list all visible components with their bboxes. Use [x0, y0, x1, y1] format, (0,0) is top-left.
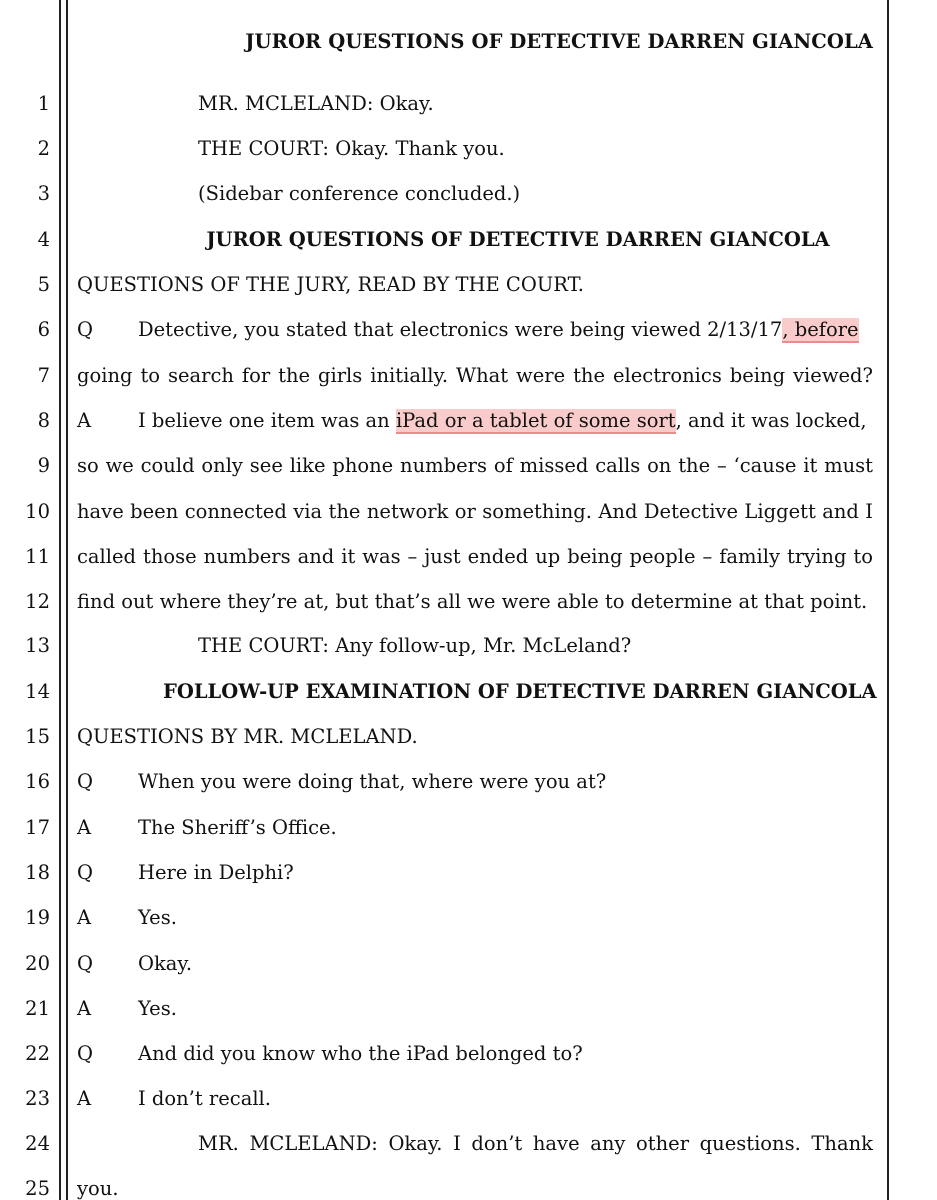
qa-label: A [77, 906, 92, 929]
line-body: Yes. [138, 997, 177, 1020]
line-text: going to search for the girls initially. What were the electronics being viewed? [77, 364, 873, 387]
line-text: so we could only see like phone numbers of missed calls on the – ‘cause it must [77, 454, 873, 477]
line-text: QUESTIONS BY MR. MCLELAND. [77, 725, 418, 748]
line-number: 21 [25, 997, 50, 1020]
line-body: And did you know who the iPad belonged to? [138, 1042, 583, 1065]
qa-label: Q [77, 952, 93, 975]
line-number: 9 [37, 454, 50, 477]
line-text [77, 318, 873, 341]
line-text: QUESTIONS OF THE JURY, READ BY THE COURT. [77, 273, 584, 296]
line-number: 3 [37, 182, 50, 205]
line-number: 13 [25, 634, 50, 657]
qa-label: Q [77, 318, 93, 341]
line-body-post: , and it was locked, [675, 409, 867, 432]
line-number: 17 [25, 816, 50, 839]
transcript-line [0, 906, 937, 951]
line-text [77, 1087, 873, 1110]
transcript-line [0, 273, 937, 318]
line-text [77, 816, 873, 839]
line-number: 20 [25, 952, 50, 975]
transcript-line [0, 997, 937, 1042]
line-number: 16 [25, 770, 50, 793]
line-body: Yes. [138, 906, 177, 929]
line-text: MR. MCLELAND: Okay. [198, 92, 434, 115]
line-text: find out where they’re at, but that’s all we were able to determine at that point. [77, 590, 868, 613]
line-body-pre: I believe one item was an [138, 409, 396, 432]
transcript-line [0, 680, 937, 725]
line-number: 10 [25, 500, 50, 523]
transcript-line [0, 228, 937, 273]
line-text [77, 861, 873, 884]
line-number: 19 [25, 906, 50, 929]
transcript-line [0, 318, 937, 363]
transcript-line [0, 816, 937, 861]
transcript-line [0, 634, 937, 679]
line-number: 12 [25, 590, 50, 613]
line-number: 23 [25, 1087, 50, 1110]
qa-label: Q [77, 1042, 93, 1065]
transcript-line [0, 952, 937, 997]
line-text: THE COURT: Any follow-up, Mr. McLeland? [198, 634, 632, 657]
transcript-line [0, 364, 937, 409]
transcript-line [0, 861, 937, 906]
qa-label: Q [77, 770, 93, 793]
line-number: 8 [37, 409, 50, 432]
line-number: 6 [37, 318, 50, 341]
line-text [77, 952, 873, 975]
line-body: Okay. [138, 952, 193, 975]
line-number: 18 [25, 861, 50, 884]
line-text: THE COURT: Okay. Thank you. [198, 137, 505, 160]
line-text [77, 997, 873, 1020]
line-text [77, 409, 873, 432]
line-body: Detective, you stated that electronics were being viewed 2/13/17 [138, 318, 783, 341]
qa-label: A [77, 409, 92, 432]
page-header: JUROR QUESTIONS OF DETECTIVE DARREN GIANCOLA [245, 30, 873, 53]
line-number: 14 [25, 680, 50, 703]
transcript-line [0, 770, 937, 815]
transcript-line [0, 1177, 937, 1200]
highlight: iPad or a tablet of some sort [395, 409, 676, 432]
highlight: , before [782, 318, 859, 341]
line-text: called those numbers and it was – just ended up being people – family trying to [77, 545, 873, 568]
transcript-line [0, 182, 937, 227]
transcript-line [0, 500, 937, 545]
line-number: 24 [25, 1132, 50, 1155]
transcript-line [0, 545, 937, 590]
line-body: Here in Delphi? [138, 861, 294, 884]
line-text [77, 1042, 873, 1065]
transcript-line [0, 1042, 937, 1087]
transcript-line [0, 454, 937, 499]
qa-label: A [77, 1087, 92, 1110]
line-number: 2 [37, 137, 50, 160]
line-text: have been connected via the network or something. And Detective Liggett and I [77, 500, 873, 523]
transcript-line [0, 1087, 937, 1132]
section-heading: FOLLOW-UP EXAMINATION OF DETECTIVE DARREN GIANCOLA [163, 680, 877, 703]
line-number: 11 [25, 545, 50, 568]
qa-label: A [77, 997, 92, 1020]
line-number: 7 [37, 364, 50, 387]
line-text [77, 906, 873, 929]
transcript-line [0, 1132, 937, 1177]
qa-label: A [77, 816, 92, 839]
transcript-line [0, 590, 937, 635]
transcript-line [0, 725, 937, 770]
line-number: 5 [37, 273, 50, 296]
line-number: 1 [37, 92, 50, 115]
line-body: The Sheriff’s Office. [138, 816, 337, 839]
transcript-line [0, 92, 937, 137]
line-text [77, 770, 873, 793]
line-text: MR. MCLELAND: Okay. I don’t have any other questions. Thank [198, 1132, 873, 1155]
line-number: 4 [37, 228, 50, 251]
transcript-line [0, 409, 937, 454]
transcript-line [0, 137, 937, 182]
section-heading: JUROR QUESTIONS OF DETECTIVE DARREN GIANCOLA [206, 228, 830, 251]
line-number: 25 [25, 1177, 50, 1200]
line-text: (Sidebar conference concluded.) [198, 182, 521, 205]
line-body: I don’t recall. [138, 1087, 271, 1110]
line-number: 15 [25, 725, 50, 748]
qa-label: Q [77, 861, 93, 884]
line-text: you. [77, 1177, 119, 1200]
line-number: 22 [25, 1042, 50, 1065]
line-body: When you were doing that, where were you at? [138, 770, 607, 793]
